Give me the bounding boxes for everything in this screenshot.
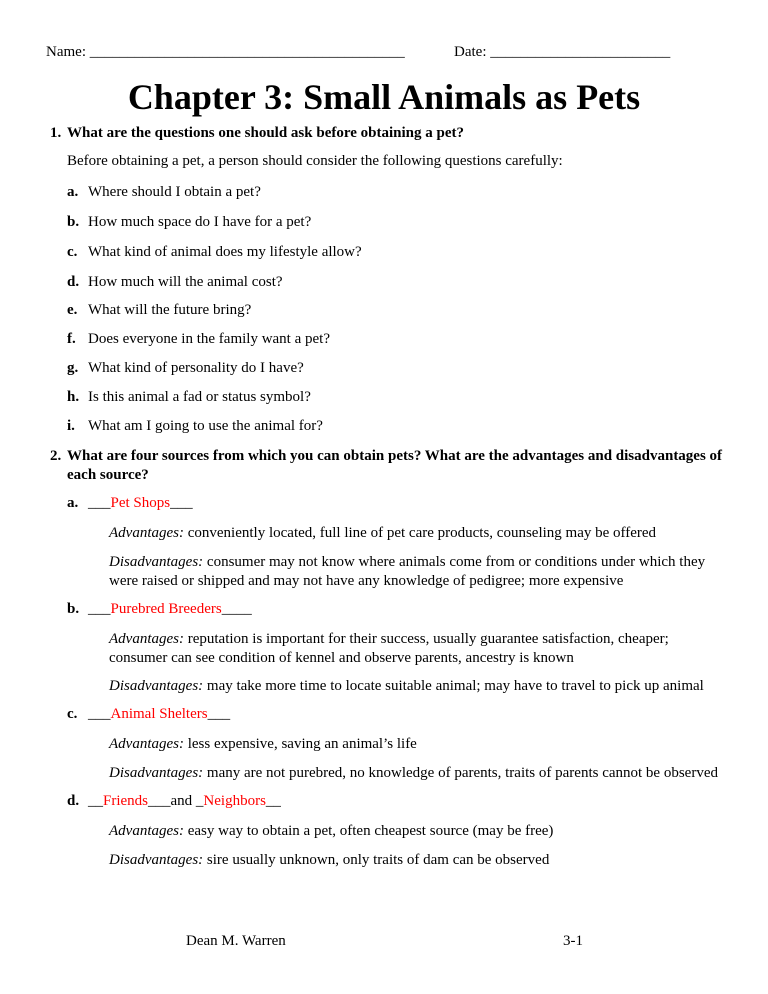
source-answer-line bbox=[88, 601, 252, 618]
list-item-label: e. bbox=[67, 302, 78, 318]
page-title: Chapter 3: Small Animals as Pets bbox=[127, 77, 641, 117]
disadvantages-label: Disadvantages: bbox=[109, 678, 204, 694]
disadvantages-text: many are not purebred, no knowledge of parents, traits of parents cannot be observed bbox=[206, 765, 718, 781]
disadvantages bbox=[109, 764, 739, 783]
source-item bbox=[0, 706, 768, 726]
disadvantages bbox=[109, 851, 719, 870]
list-item-label: i. bbox=[67, 418, 75, 434]
list-item-text: How much space do I have for a pet? bbox=[88, 214, 312, 230]
blank-suffix: ___ bbox=[170, 495, 193, 511]
list-item-label: d. bbox=[67, 274, 80, 290]
list-item bbox=[0, 274, 768, 294]
source-label: d. bbox=[67, 793, 80, 809]
source-label: b. bbox=[67, 601, 80, 617]
list-item bbox=[0, 389, 768, 409]
list-item bbox=[0, 360, 768, 380]
blank-middle: ___and _ bbox=[148, 793, 204, 809]
source-answer: Animal Shelters bbox=[110, 706, 208, 722]
blank-suffix: ___ bbox=[207, 706, 231, 722]
list-item-text: How much will the animal cost? bbox=[88, 274, 283, 290]
blank-prefix: ___ bbox=[88, 495, 111, 511]
source-item bbox=[0, 601, 768, 621]
list-item-text: Where should I obtain a pet? bbox=[88, 184, 261, 200]
date-line bbox=[454, 44, 670, 61]
footer-author: Dean M. Warren bbox=[186, 933, 286, 949]
advantages-text: easy way to obtain a pet, often cheapest source (may be free) bbox=[187, 823, 554, 839]
disadvantages bbox=[109, 677, 719, 696]
advantages bbox=[109, 822, 719, 841]
advantages-text: conveniently located, full line of pet care products, counseling may be offered bbox=[187, 525, 657, 541]
list-item-text: What kind of personality do I have? bbox=[88, 360, 304, 376]
question-1-intro: Before obtaining a pet, a person should consider the following questions carefully: bbox=[67, 153, 563, 169]
blank-suffix: __ bbox=[265, 793, 281, 809]
list-item bbox=[0, 214, 768, 234]
source-answer: Friends bbox=[103, 793, 148, 809]
blank-prefix: __ bbox=[88, 793, 103, 809]
blank-prefix: ___ bbox=[88, 706, 111, 722]
list-item bbox=[0, 418, 768, 438]
advantages-label: Advantages: bbox=[109, 525, 184, 541]
list-item bbox=[0, 302, 768, 322]
date-label: Date: bbox=[454, 44, 487, 60]
blank-suffix: ____ bbox=[221, 601, 252, 617]
advantages-label: Advantages: bbox=[109, 823, 184, 839]
advantages bbox=[109, 630, 719, 668]
advantages bbox=[109, 735, 719, 754]
list-item-label: f. bbox=[67, 331, 76, 347]
list-item-label: a. bbox=[67, 184, 79, 200]
disadvantages-label: Disadvantages: bbox=[109, 765, 204, 781]
advantages-text: less expensive, saving an animal’s life bbox=[187, 736, 417, 752]
source-answer-line bbox=[88, 495, 193, 512]
list-item-text: Is this animal a fad or status symbol? bbox=[88, 389, 311, 405]
source-item bbox=[0, 495, 768, 515]
list-item-text: Does everyone in the family want a pet? bbox=[88, 331, 330, 347]
list-item-label: b. bbox=[67, 214, 80, 230]
list-item bbox=[0, 331, 768, 351]
disadvantages-label: Disadvantages: bbox=[109, 554, 204, 570]
disadvantages-text: sire usually unknown, only traits of dam can be observed bbox=[206, 852, 550, 868]
question-2-number: 2. bbox=[50, 448, 62, 464]
question-1-number: 1. bbox=[50, 125, 62, 141]
source-label: c. bbox=[67, 706, 78, 722]
list-item bbox=[0, 184, 768, 204]
source-answer-2: Neighbors bbox=[203, 793, 266, 809]
source-answer: Pet Shops bbox=[110, 495, 171, 511]
source-answer-line bbox=[88, 706, 230, 723]
name-blank: __________________________________________ bbox=[89, 44, 405, 60]
list-item bbox=[0, 244, 768, 264]
source-answer: Purebred Breeders bbox=[110, 601, 222, 617]
disadvantages-label: Disadvantages: bbox=[109, 852, 204, 868]
advantages bbox=[109, 524, 719, 543]
advantages-label: Advantages: bbox=[109, 631, 184, 647]
name-line bbox=[46, 44, 405, 61]
list-item-text: What will the future bring? bbox=[88, 302, 252, 318]
disadvantages bbox=[109, 553, 719, 591]
source-answer-line bbox=[88, 793, 281, 810]
disadvantages-text: may take more time to locate suitable animal; may have to travel to pick up animal bbox=[206, 678, 704, 694]
list-item-label: c. bbox=[67, 244, 78, 260]
disadvantages-text: consumer may not know where animals come from or conditions under which they were raised or shipped and may not have any knowledge of pedigree; more expensive bbox=[109, 554, 706, 589]
source-label: a. bbox=[67, 495, 79, 511]
source-item bbox=[0, 793, 768, 813]
question-2 bbox=[0, 447, 768, 487]
blank-prefix: ___ bbox=[88, 601, 111, 617]
question-1-text: What are the questions one should ask before obtaining a pet? bbox=[67, 125, 465, 141]
page-number: 3-1 bbox=[563, 933, 583, 949]
list-item-text: What kind of animal does my lifestyle allow? bbox=[88, 244, 362, 260]
question-2-text: What are four sources from which you can obtain pets? What are the advantages and disadvantages of each source? bbox=[67, 448, 723, 483]
list-item-text: What am I going to use the animal for? bbox=[88, 418, 323, 434]
list-item-label: g. bbox=[67, 360, 79, 376]
advantages-text: reputation is important for their success, usually guarantee satisfaction, cheaper; consumer can see condition of kennel and observe parents, ancestry is known bbox=[109, 631, 669, 666]
name-label: Name: bbox=[46, 44, 86, 60]
question-1 bbox=[0, 124, 768, 144]
list-item-label: h. bbox=[67, 389, 80, 405]
advantages-label: Advantages: bbox=[109, 736, 184, 752]
date-blank: ________________________ bbox=[490, 44, 671, 60]
